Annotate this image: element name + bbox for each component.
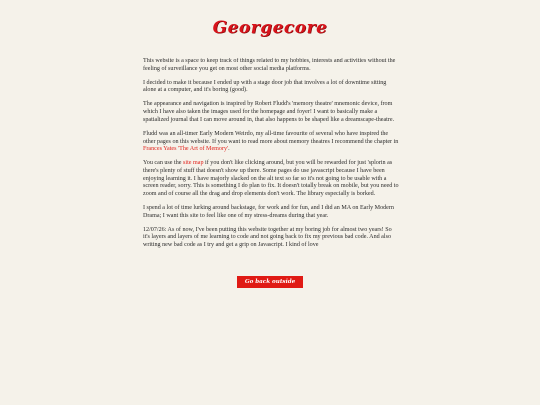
- intro-paragraph-6: I spend a lot of time lurking around backstage, for work and for fun, and I did an MA on Early Modern Drama; I want this site to feel like one of my stress-dreams during that year.: [143, 205, 394, 219]
- site-map-link[interactable]: site map: [183, 160, 204, 167]
- paragraph-5-text-after: if you don't like clicking around, but you will be rewarded for just 'splorin as there's plenty of stuff that doesn't show up there. Some pages do use javascript because I have been enjoying learning it. I have majorly slacked on the alt text so far so it's not going to be usable with a screen reader, sorry. This is something I do plan to fix. It doesn't totally break on mobile, but you need to zoom and of course all the drag and drop elements don't work. The library especially is borked.: [143, 160, 399, 198]
- intro-paragraph-5: [143, 160, 399, 199]
- intro-paragraph-7: 12/07/26: As of now, I've been putting this website together at my boring job for almost two years! So it's layers and layers of me learning to code and not going back to fix my previous bad code. And also writing new bad code as I try and get a grip on Javascript. I kind of love: [143, 226, 392, 249]
- intro-paragraph-2: I decided to make it because I ended up with a stage door job that involves a lot of downtime sitting alone at a computer, and it's boring (good).: [143, 79, 387, 94]
- go-back-outside-button[interactable]: Go back outside: [237, 276, 303, 288]
- art-of-memory-link[interactable]: Frances Yates 'The Art of Memory': [143, 146, 229, 153]
- intro-paragraph-4: [143, 131, 399, 154]
- intro-paragraph-1: This website is a space to keep track of things related to my hobbies, interests and activities without the feeling of surveillance you get on most other social media platforms.: [143, 58, 396, 72]
- intro-text: [143, 58, 399, 264]
- paragraph-4-text-before: Fludd was an all-timer Early Modern Weirdo, my all-time favourite of several who have inspired the other pages on this website. If you want to read more about memory theatres I recommend the chapter in: [143, 130, 399, 145]
- site-title: Georgecore: [212, 18, 328, 38]
- paragraph-5-text-before: You can use the: [143, 160, 184, 167]
- intro-paragraph-3: The appearance and navigation is inspired by Robert Fludd's 'memory theatre' mnemonic device, from which I have also taken the images used for the homepage and foyer! I want to basically make a spatialized journal that I can move around in, that also happens to be shaped like a dreamscape-theatre.: [143, 101, 395, 123]
- paragraph-4-text-after: .: [228, 146, 230, 153]
